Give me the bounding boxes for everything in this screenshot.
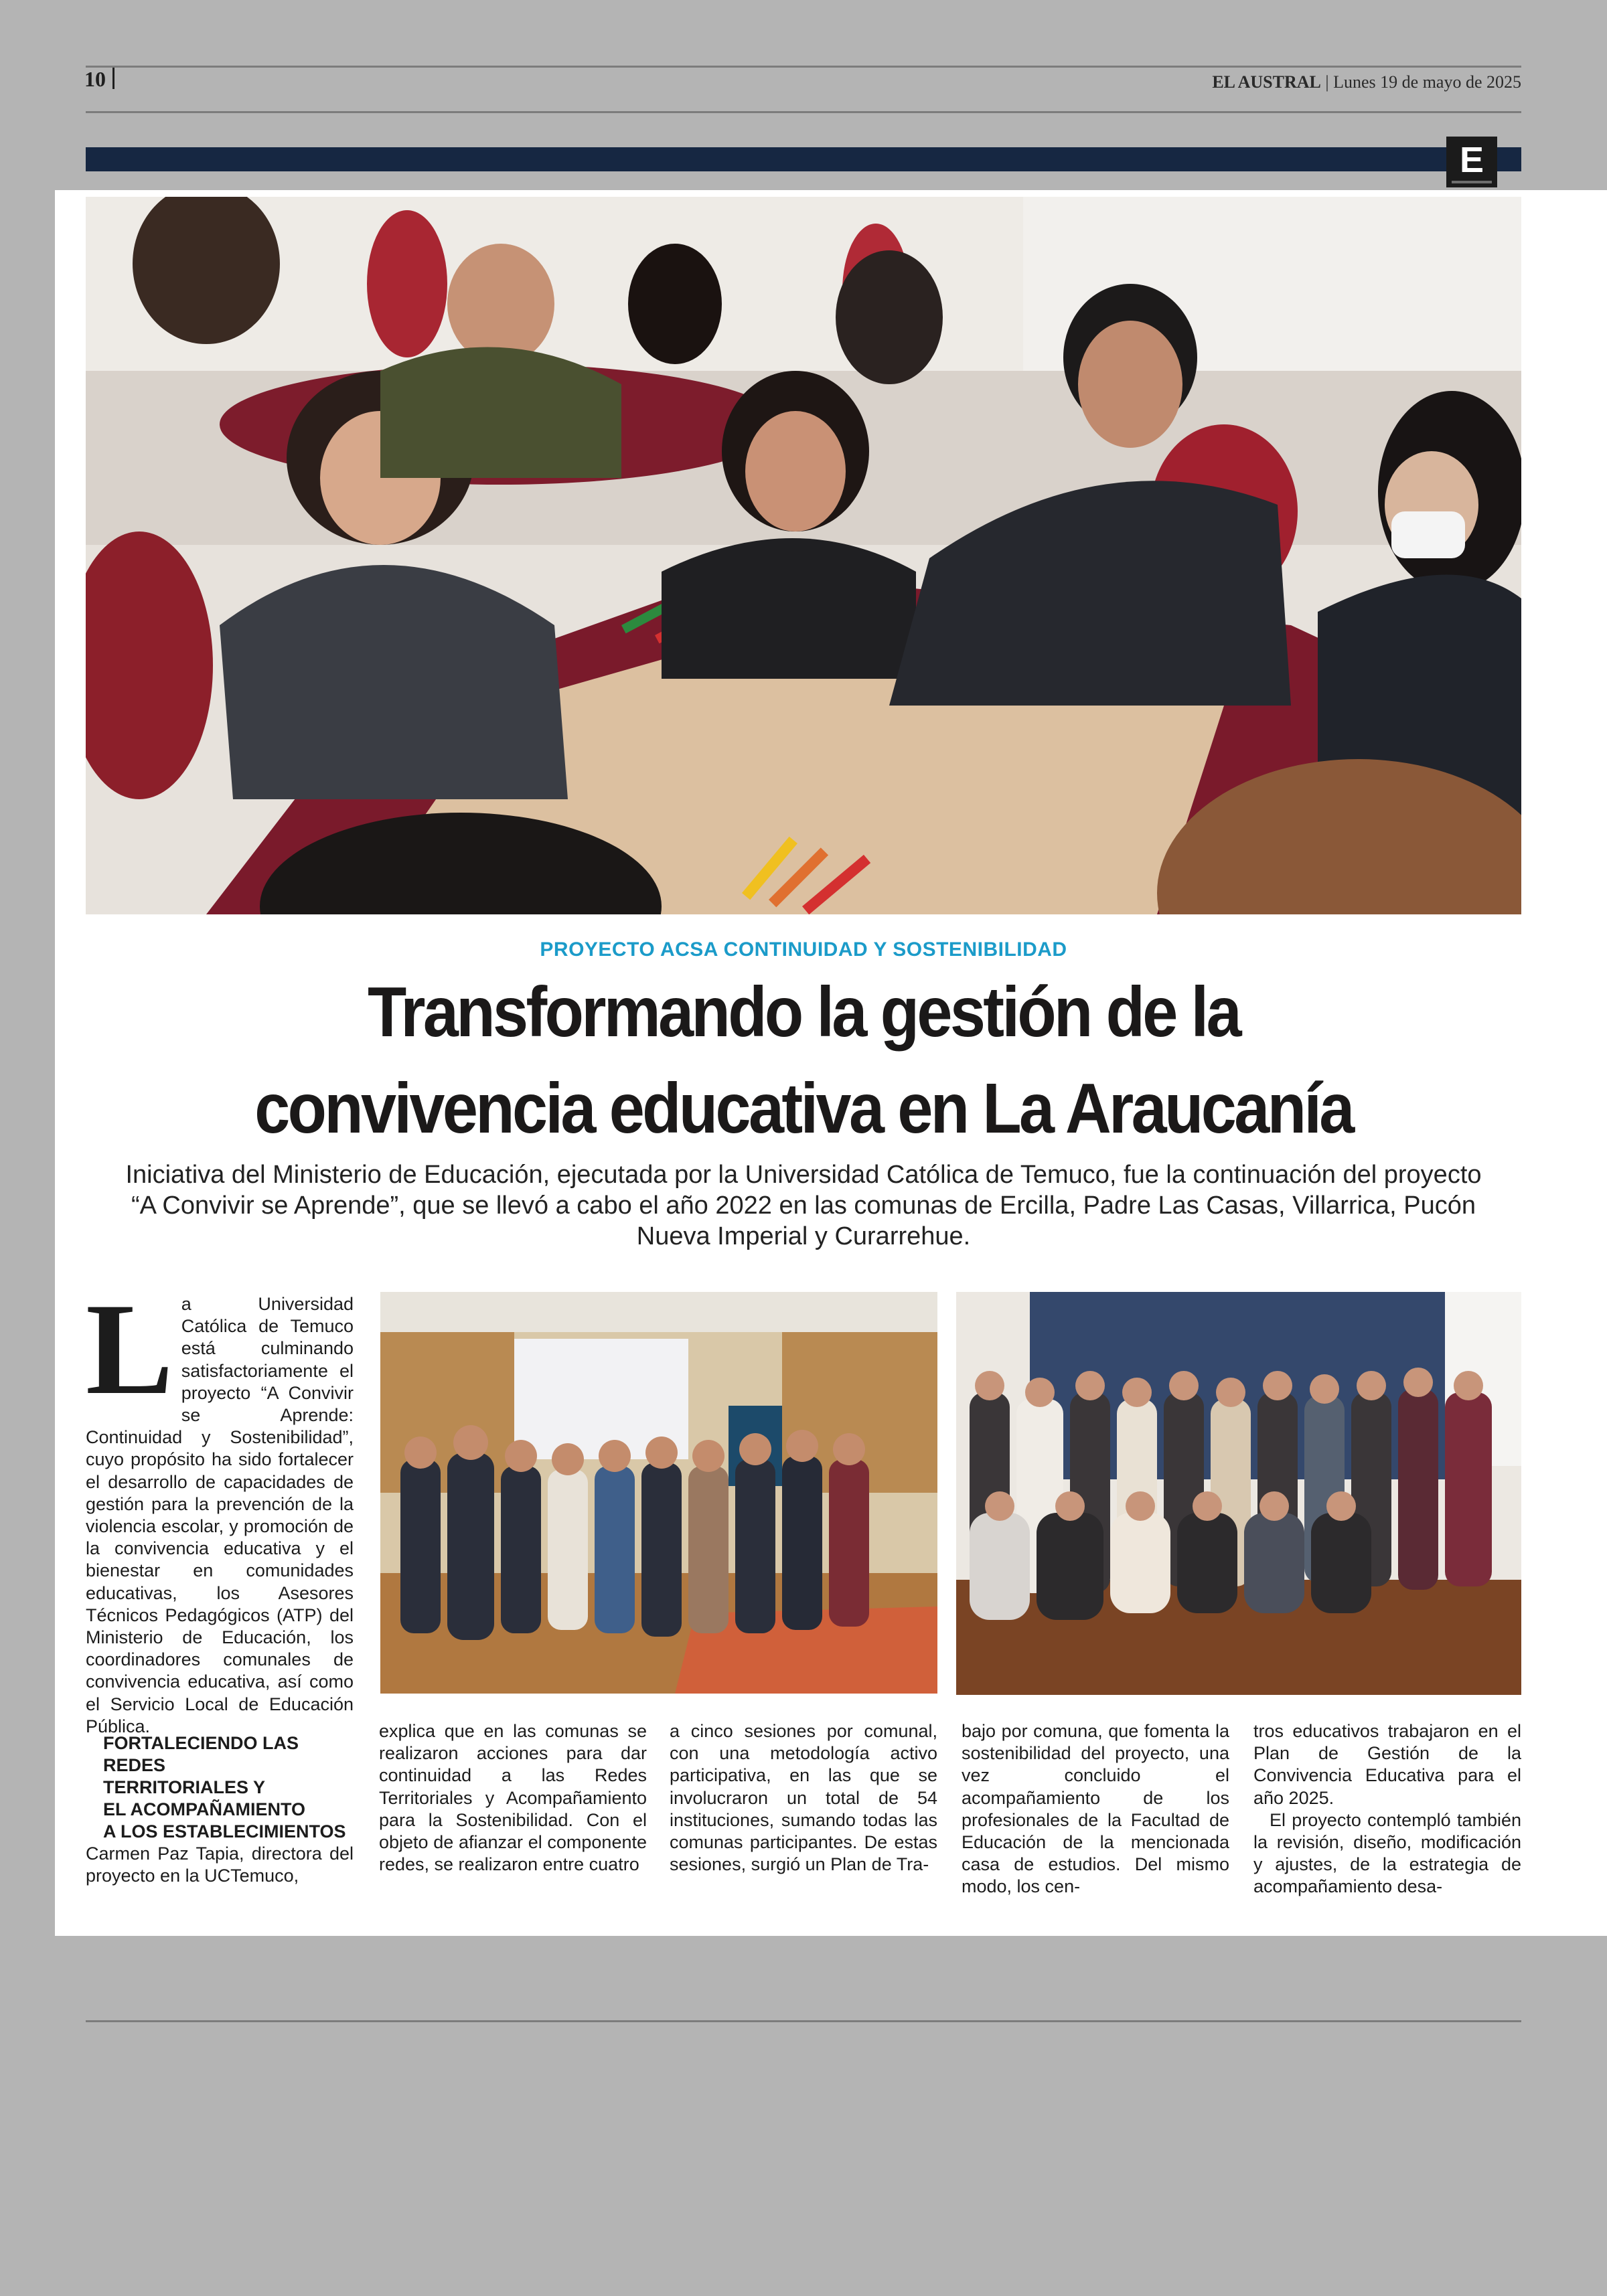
bottom-rule xyxy=(86,2020,1521,2022)
e-logo: E xyxy=(1446,137,1497,187)
column-1-lead xyxy=(86,1277,354,1738)
top-rule xyxy=(86,66,1521,68)
headline xyxy=(80,964,1527,1157)
main-photo xyxy=(86,197,1521,914)
subheading: FORTALECIENDO LAS REDES TERRITORIALES Y EL ACOMPAÑAMIENTO A LOS ESTABLECIMIENTOS xyxy=(103,1733,346,1841)
masthead xyxy=(1212,72,1521,92)
lead-paragraph: a Universidad Católica de Temuco está culminando satisfactoriamente el proyecto “A Convivir se Aprende: Continuidad y Sostenibilidad”, cuyo propósito ha sido fortalecer el desarrollo de capacidades de gestión para la prevención de la violencia escolar, y promoción de la convivencia educativa y el bienestar en comunidades educativas, los Asesores Técnicos Pedagógicos (ATP) del Ministerio de Educación, los coordinadores comunales de convivencia educativa, así como el Servicio Local de Educación Pública. xyxy=(86,1294,354,1736)
headline-line-1: Transformando la gestión de la xyxy=(367,973,1240,1052)
column-1-bottom xyxy=(86,1732,354,1887)
deck-line-3: Nueva Imperial y Curarrehue. xyxy=(636,1222,971,1250)
deck-line-1: Iniciativa del Ministerio de Educación, ejecutada por la Universidad Católica de Temuco, fue la continuación del proyecto xyxy=(125,1161,1482,1189)
drop-cap: L xyxy=(86,1277,173,1422)
section-bar xyxy=(86,147,1521,171)
column-3: a cinco sesiones por comunal, con una metodología activo participativa, en las que se involucraron un total de 54 instituciones, sumando todas las comunas participantes. De estas sesiones, surgió un Plan de Tra- xyxy=(670,1721,937,1875)
kicker: PROYECTO ACSA CONTINUIDAD Y SOSTENIBILIDAD xyxy=(540,938,1067,961)
column-1-tail: Carmen Paz Tapia, directora del proyecto en la UCTemuco, xyxy=(86,1843,354,1886)
paper-name: EL AUSTRAL xyxy=(1212,72,1321,92)
header-rule xyxy=(86,111,1521,113)
issue-date: Lunes 19 de mayo de 2025 xyxy=(1333,72,1521,92)
column-2: explica que en las comunas se realizaron acciones para dar continuidad a las Redes Territoriales y Acompañamiento para la Sostenibilidad. Con el objeto de afianzar el componente redes, se realizaron entre cuatro xyxy=(379,1721,647,1875)
group-photo-2 xyxy=(956,1292,1521,1695)
headline-line-2: convivencia educativa en La Araucanía xyxy=(254,1069,1353,1148)
deck xyxy=(86,1159,1521,1252)
column-5: tros educativos trabajaron en el Plan de Gestión de la Convivencia Educativa para el año 2025. El proyecto contempló también la revisión, diseño, modificación y ajustes, de la estrategia de acompañamiento desa- xyxy=(1253,1721,1521,1897)
page-number: 10 xyxy=(84,67,114,92)
deck-line-2: “A Convivir se Aprende”, que se llevó a cabo el año 2022 en las comunas de Ercilla, Padre Las Casas, Villarrica, Pucón xyxy=(131,1192,1476,1220)
group-photo-1 xyxy=(380,1292,937,1694)
masthead-separator: | xyxy=(1325,72,1334,92)
column-4: bajo por comuna, que fomenta la sostenibilidad del proyecto, una vez concluido el acompañamiento de los profesionales de la Facultad de Educación de la mencionada casa de estudios. Del mismo modo, los cen- xyxy=(962,1721,1229,1897)
